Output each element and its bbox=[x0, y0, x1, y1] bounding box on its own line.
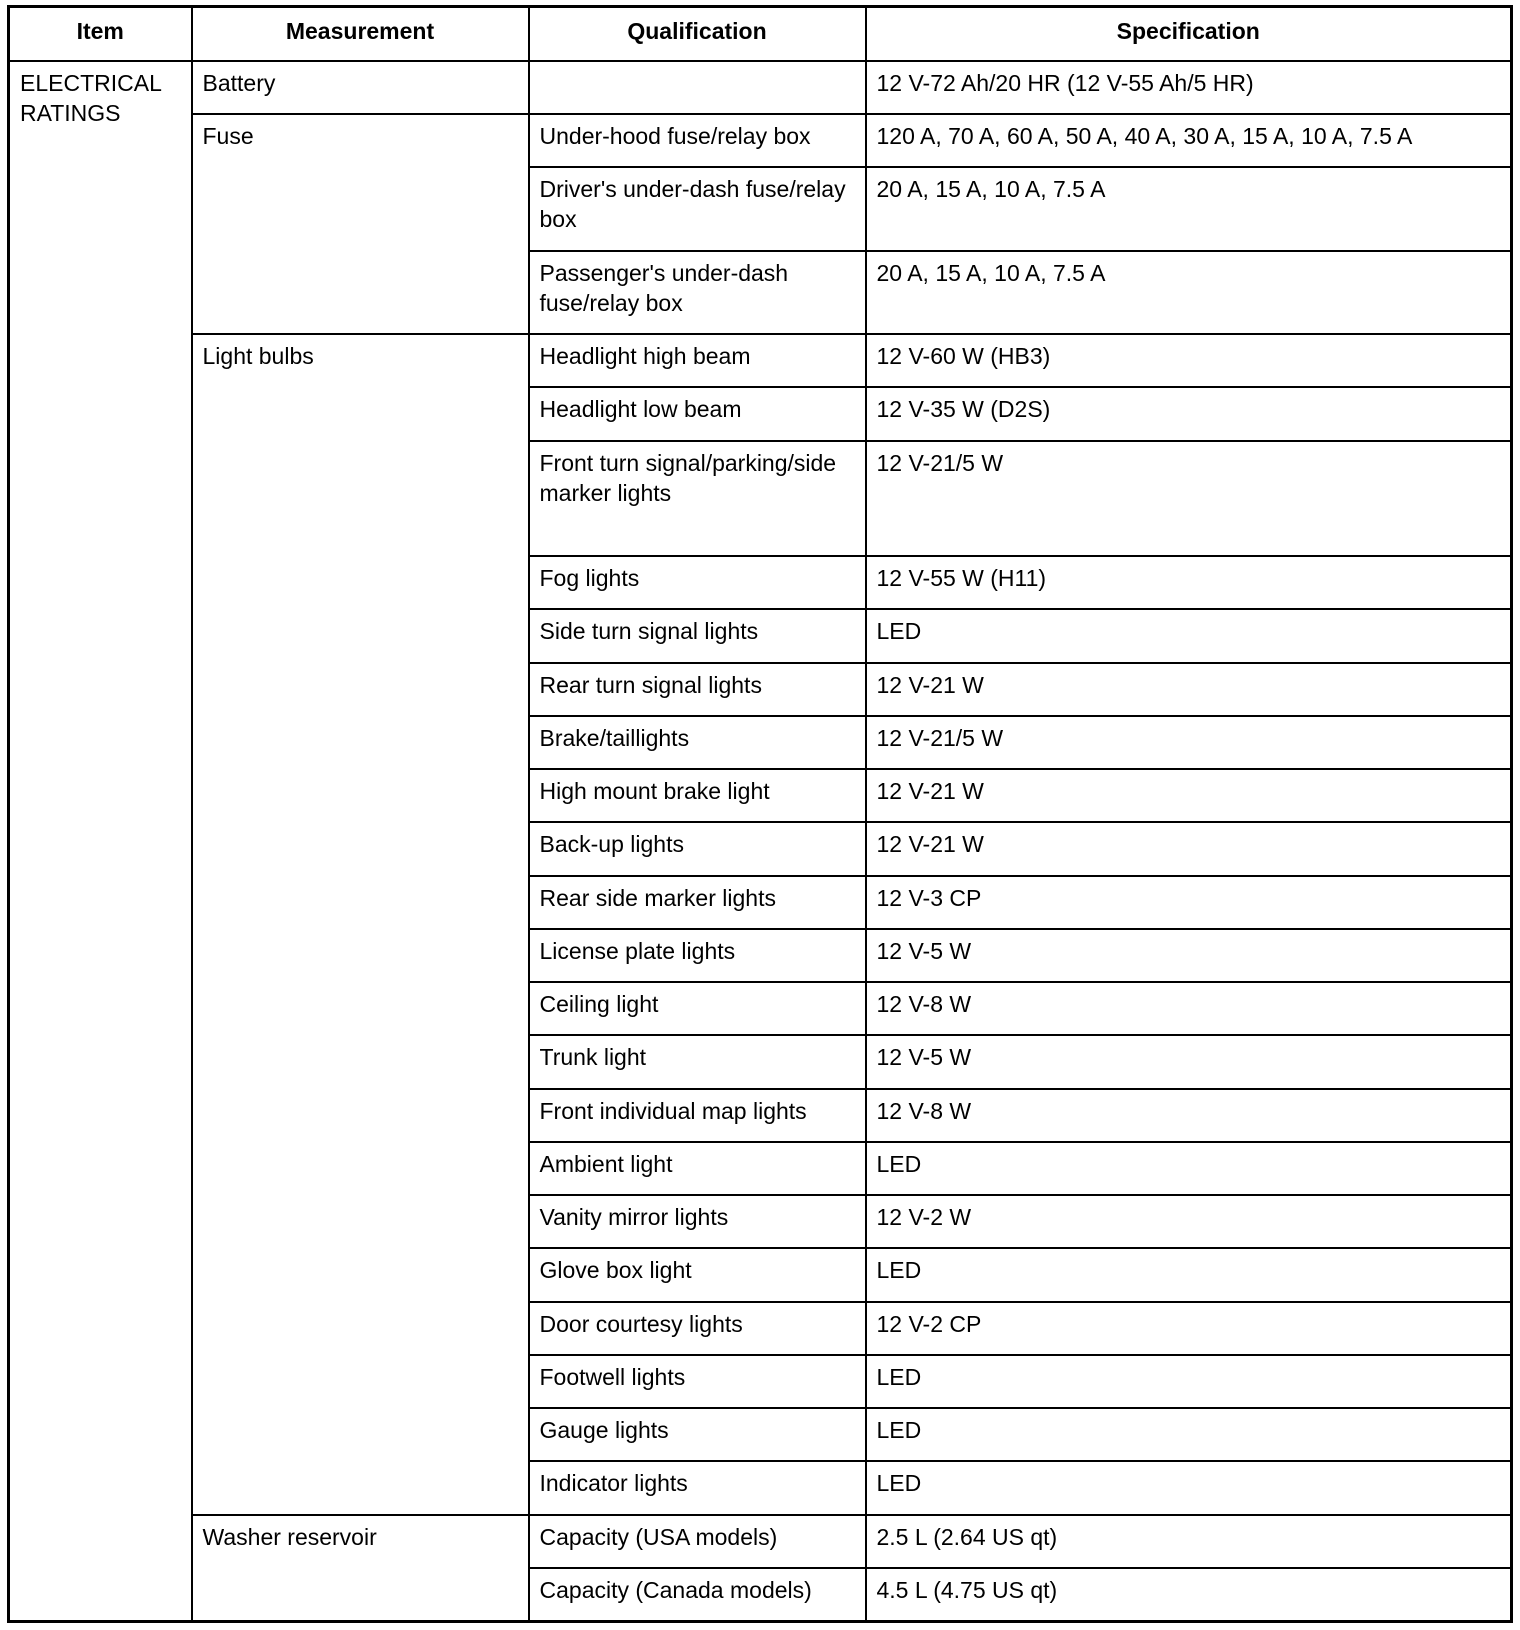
qualification-cell: Under-hood fuse/relay box bbox=[529, 114, 866, 167]
specification-cell: 2.5 L (2.64 US qt) bbox=[866, 1515, 1512, 1568]
table-row bbox=[9, 61, 1512, 114]
specification-cell: LED bbox=[866, 1142, 1512, 1195]
specification-cell: 20 A, 15 A, 10 A, 7.5 A bbox=[866, 167, 1512, 250]
qualification-cell: Driver's under-dash fuse/relay box bbox=[529, 167, 866, 250]
specification-cell: 12 V-8 W bbox=[866, 1089, 1512, 1142]
qualification-cell: Capacity (USA models) bbox=[529, 1515, 866, 1568]
specification-cell: LED bbox=[866, 1248, 1512, 1301]
specification-cell: 12 V-5 W bbox=[866, 929, 1512, 982]
qualification-cell: Capacity (Canada models) bbox=[529, 1568, 866, 1622]
qualification-cell: Rear side marker lights bbox=[529, 876, 866, 929]
specification-cell: LED bbox=[866, 1355, 1512, 1408]
qualification-cell: Indicator lights bbox=[529, 1461, 866, 1514]
specification-cell: 20 A, 15 A, 10 A, 7.5 A bbox=[866, 251, 1512, 334]
specification-cell: 12 V-72 Ah/20 HR (12 V-55 Ah/5 HR) bbox=[866, 61, 1512, 114]
qualification-cell: Headlight low beam bbox=[529, 387, 866, 440]
specification-cell: 12 V-2 W bbox=[866, 1195, 1512, 1248]
qualification-cell: Vanity mirror lights bbox=[529, 1195, 866, 1248]
table-row bbox=[9, 334, 1512, 387]
item-cell: ELECTRICAL RATINGS bbox=[9, 61, 192, 1622]
specification-cell: 12 V-21/5 W bbox=[866, 441, 1512, 557]
header-qualification: Qualification bbox=[529, 7, 866, 61]
specification-cell: 12 V-21 W bbox=[866, 769, 1512, 822]
specification-cell: 12 V-60 W (HB3) bbox=[866, 334, 1512, 387]
qualification-cell bbox=[529, 61, 866, 114]
qualification-cell: Rear turn signal lights bbox=[529, 663, 866, 716]
specification-cell: LED bbox=[866, 1408, 1512, 1461]
specification-cell: 12 V-55 W (H11) bbox=[866, 556, 1512, 609]
qualification-cell: Side turn signal lights bbox=[529, 609, 866, 662]
header-row bbox=[9, 7, 1512, 61]
specification-cell: 12 V-35 W (D2S) bbox=[866, 387, 1512, 440]
measurement-cell: Washer reservoir bbox=[192, 1515, 529, 1622]
specification-cell: LED bbox=[866, 609, 1512, 662]
header-specification: Specification bbox=[866, 7, 1512, 61]
qualification-cell: Back-up lights bbox=[529, 822, 866, 875]
qualification-cell: Ceiling light bbox=[529, 982, 866, 1035]
specification-cell: LED bbox=[866, 1461, 1512, 1514]
qualification-cell: Passenger's under-dash fuse/relay box bbox=[529, 251, 866, 334]
specification-cell: 4.5 L (4.75 US qt) bbox=[866, 1568, 1512, 1622]
qualification-cell: Front individual map lights bbox=[529, 1089, 866, 1142]
specification-cell: 12 V-3 CP bbox=[866, 876, 1512, 929]
header-item: Item bbox=[9, 7, 192, 61]
qualification-cell: Fog lights bbox=[529, 556, 866, 609]
qualification-cell: License plate lights bbox=[529, 929, 866, 982]
specification-cell: 12 V-8 W bbox=[866, 982, 1512, 1035]
specification-cell: 12 V-21 W bbox=[866, 822, 1512, 875]
measurement-cell: Light bulbs bbox=[192, 334, 529, 1515]
qualification-cell: Headlight high beam bbox=[529, 334, 866, 387]
qualification-cell: Door courtesy lights bbox=[529, 1302, 866, 1355]
specification-cell: 12 V-21 W bbox=[866, 663, 1512, 716]
qualification-cell: Footwell lights bbox=[529, 1355, 866, 1408]
measurement-cell: Fuse bbox=[192, 114, 529, 334]
specification-cell: 12 V-21/5 W bbox=[866, 716, 1512, 769]
qualification-cell: Brake/taillights bbox=[529, 716, 866, 769]
header-measurement: Measurement bbox=[192, 7, 529, 61]
qualification-cell: Gauge lights bbox=[529, 1408, 866, 1461]
spec-table bbox=[7, 5, 1513, 1623]
measurement-cell: Battery bbox=[192, 61, 529, 114]
specification-cell: 120 A, 70 A, 60 A, 50 A, 40 A, 30 A, 15 A, 10 A, 7.5 A bbox=[866, 114, 1512, 167]
qualification-cell: High mount brake light bbox=[529, 769, 866, 822]
specification-cell: 12 V-2 CP bbox=[866, 1302, 1512, 1355]
specification-cell: 12 V-5 W bbox=[866, 1035, 1512, 1088]
qualification-cell: Glove box light bbox=[529, 1248, 866, 1301]
table-row bbox=[9, 114, 1512, 167]
qualification-cell: Front turn signal/parking/side marker lights bbox=[529, 441, 866, 557]
qualification-cell: Trunk light bbox=[529, 1035, 866, 1088]
table-row bbox=[9, 1515, 1512, 1568]
qualification-cell: Ambient light bbox=[529, 1142, 866, 1195]
